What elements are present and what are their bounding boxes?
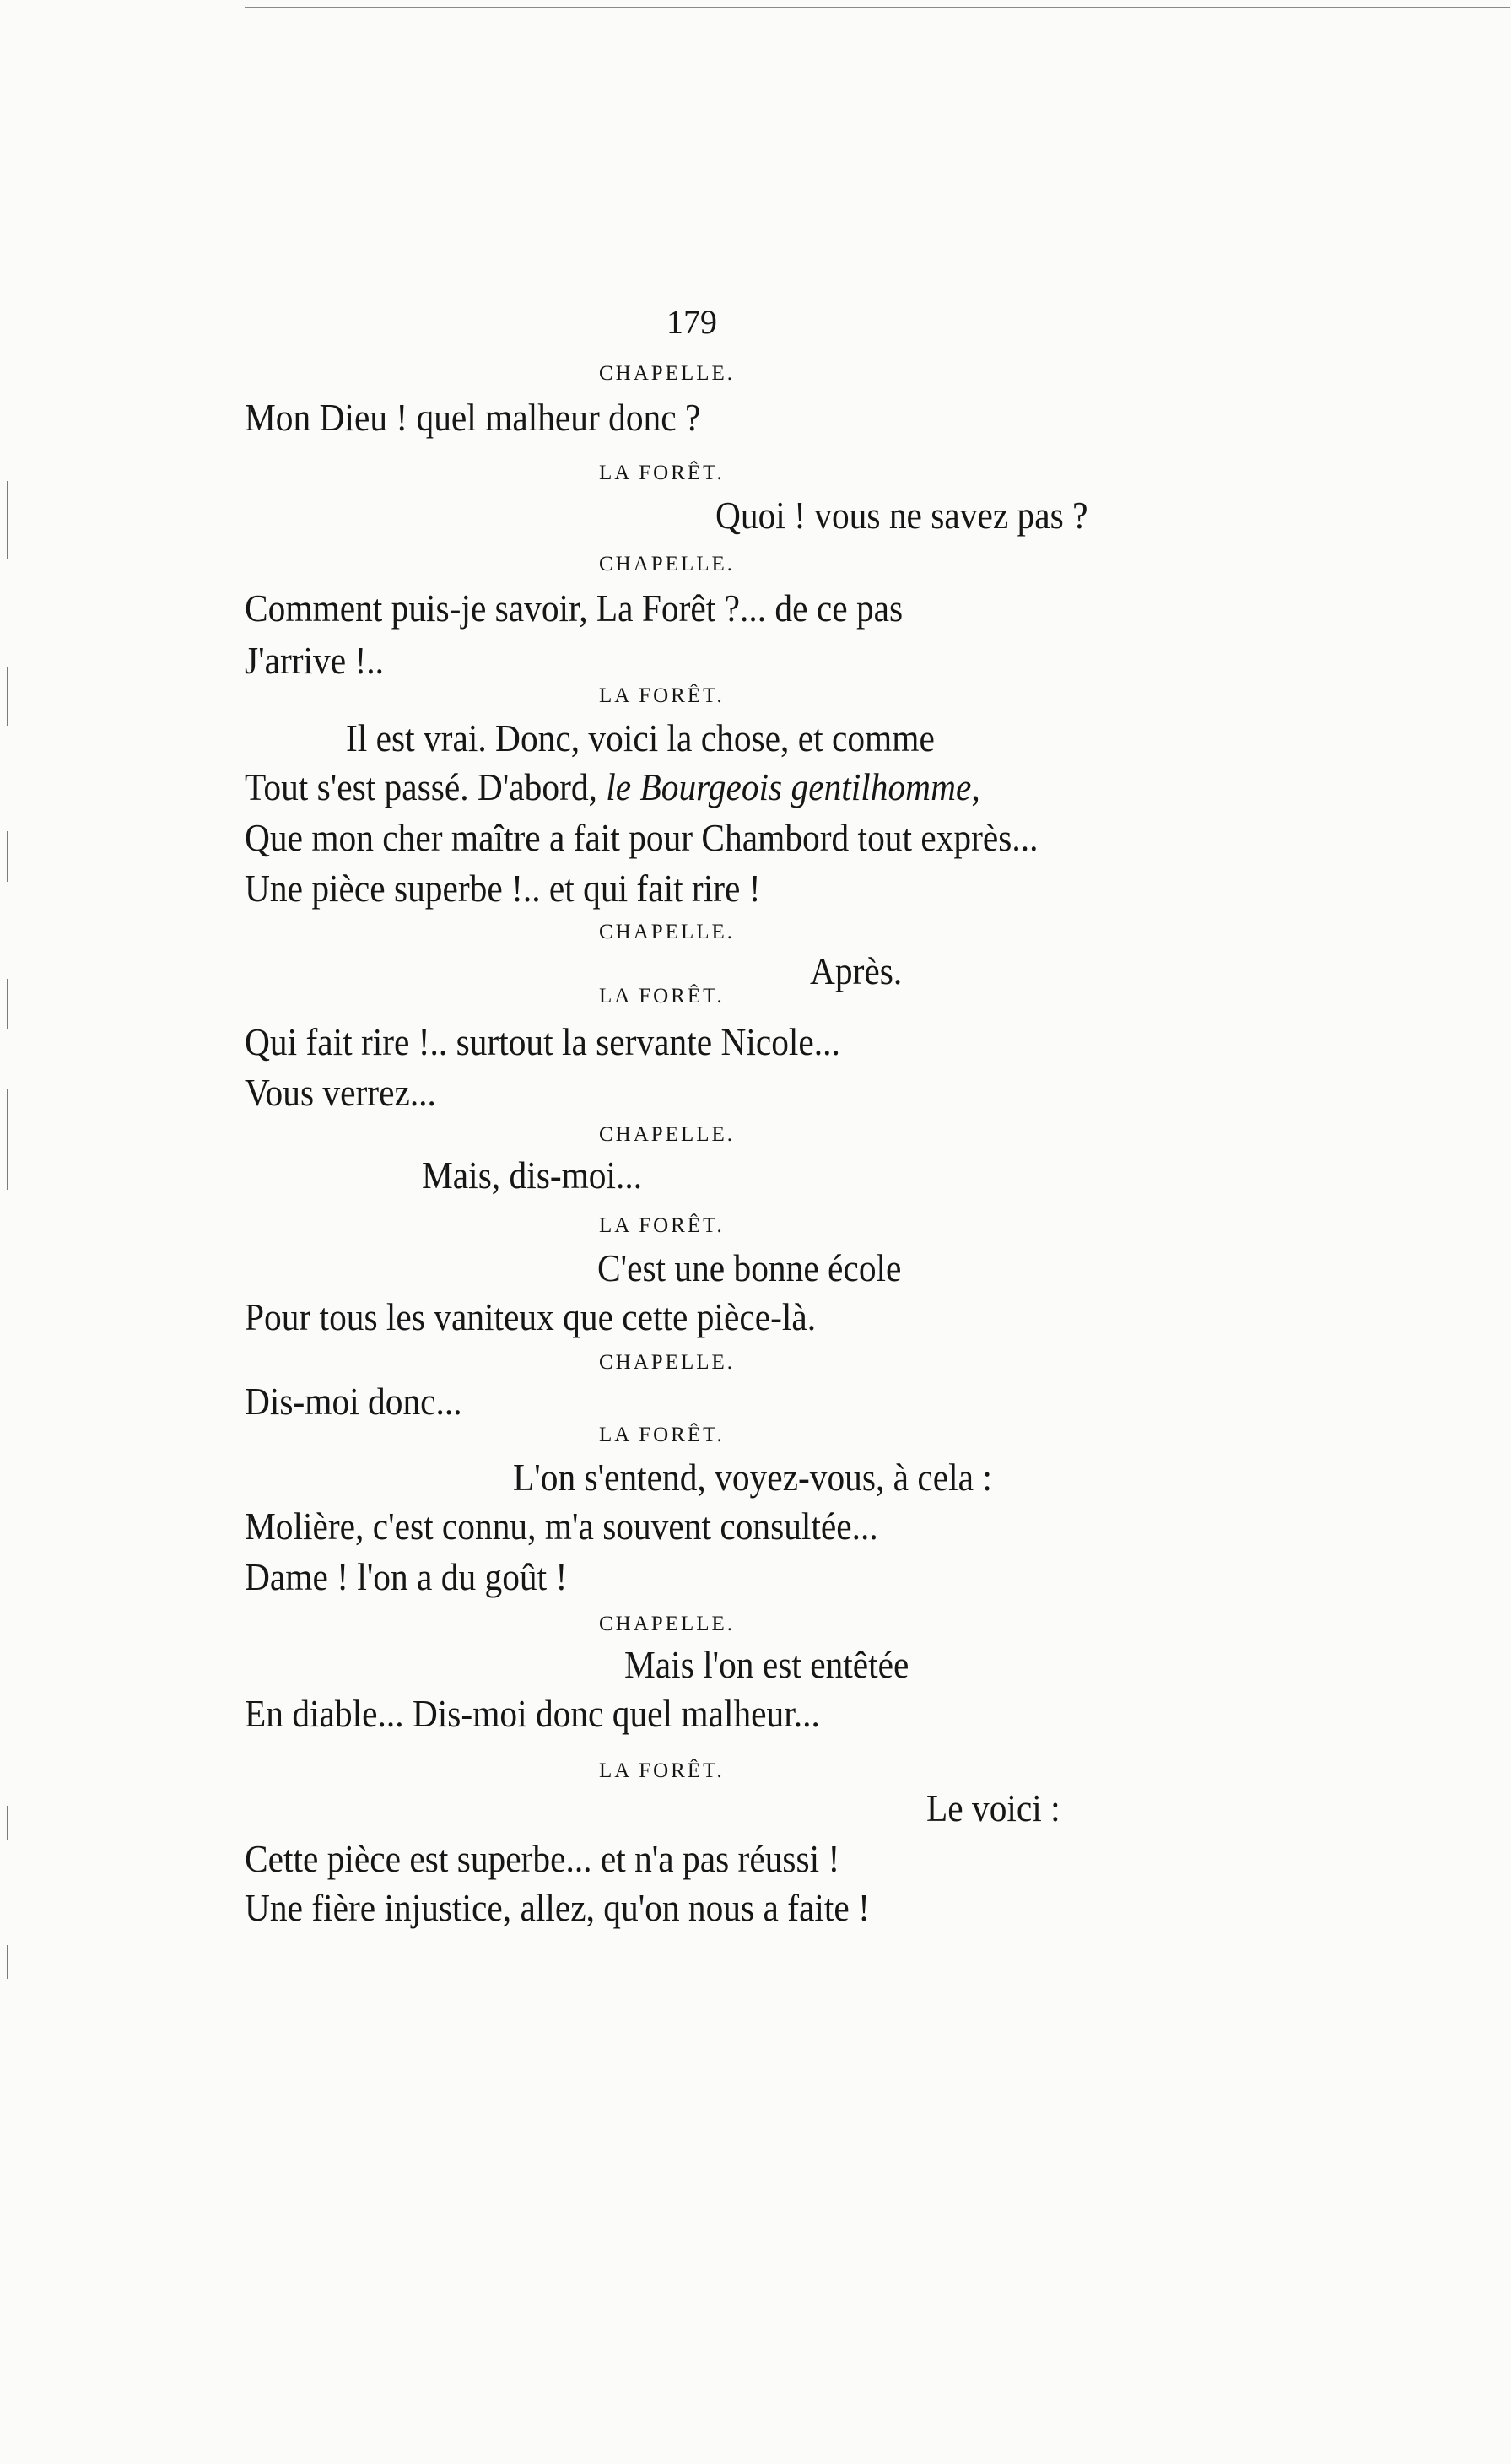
verse-line: Dis-moi donc... xyxy=(245,1380,462,1423)
verse-line: L'on s'entend, voyez-vous, à cela : xyxy=(513,1456,992,1499)
verse-line: Une pièce superbe !.. et qui fait rire ! xyxy=(245,867,761,910)
page-number: 179 xyxy=(666,303,717,341)
speaker-name: LA FORÊT. xyxy=(599,684,725,707)
speaker-name: CHAPELLE. xyxy=(599,1351,736,1374)
play-title: le Bourgeois gentilhomme xyxy=(606,765,972,808)
verse-line: Quoi ! vous ne savez pas ? xyxy=(715,494,1088,537)
margin-mark xyxy=(7,979,8,1029)
verse-segment: Tout s'est passé. D'abord, xyxy=(245,765,607,808)
verse-line: Mais, dis-moi... xyxy=(422,1154,643,1197)
verse-line xyxy=(245,765,980,808)
speaker-name: LA FORÊT. xyxy=(599,985,725,1008)
margin-mark xyxy=(7,1945,8,1979)
verse-line: Qui fait rire !.. surtout la servante Nicole... xyxy=(245,1020,840,1063)
verse-line: Il est vrai. Donc, voici la chose, et comme xyxy=(346,716,935,759)
margin-mark xyxy=(7,481,8,559)
speaker-name: CHAPELLE. xyxy=(599,553,736,575)
verse-line: Le voici : xyxy=(926,1786,1060,1829)
verse-line: Après. xyxy=(810,949,903,992)
verse-line: Cette pièce est superbe... et n'a pas réussi ! xyxy=(245,1837,840,1880)
margin-mark xyxy=(7,831,8,882)
verse-line: Molière, c'est connu, m'a souvent consultée... xyxy=(245,1505,878,1548)
speaker-name: CHAPELLE. xyxy=(599,921,736,943)
speaker-name: CHAPELLE. xyxy=(599,1613,736,1635)
verse-line: C'est une bonne école xyxy=(597,1246,902,1289)
verse-line: Dame ! l'on a du goût ! xyxy=(245,1555,568,1598)
verse-segment: , xyxy=(971,765,980,808)
speaker-name: CHAPELLE. xyxy=(599,1123,736,1146)
verse-line: Mais l'on est entêtée xyxy=(624,1643,909,1686)
verse-line: Comment puis-je savoir, La Forêt ?... de ce pas xyxy=(245,586,904,630)
margin-mark xyxy=(7,1806,8,1840)
margin-mark xyxy=(7,667,8,726)
speaker-name: LA FORÊT. xyxy=(599,1424,725,1446)
verse-line: Pour tous les vaniteux que cette pièce-là. xyxy=(245,1295,817,1338)
verse-line: Une fière injustice, allez, qu'on nous a faite ! xyxy=(245,1886,870,1929)
top-rule xyxy=(245,7,1510,8)
speaker-name: CHAPELLE. xyxy=(599,362,736,385)
verse-line: Mon Dieu ! quel malheur donc ? xyxy=(245,396,701,439)
verse-line: Vous verrez... xyxy=(245,1071,436,1114)
margin-mark xyxy=(7,1089,8,1190)
speaker-name: LA FORÊT. xyxy=(599,1759,725,1782)
verse-line: Que mon cher maître a fait pour Chambord tout exprès... xyxy=(245,816,1039,859)
speaker-name: LA FORÊT. xyxy=(599,462,725,484)
verse-line: En diable... Dis-moi donc quel malheur... xyxy=(245,1692,820,1735)
speaker-name: LA FORÊT. xyxy=(599,1214,725,1237)
verse-line: J'arrive !.. xyxy=(245,639,384,682)
